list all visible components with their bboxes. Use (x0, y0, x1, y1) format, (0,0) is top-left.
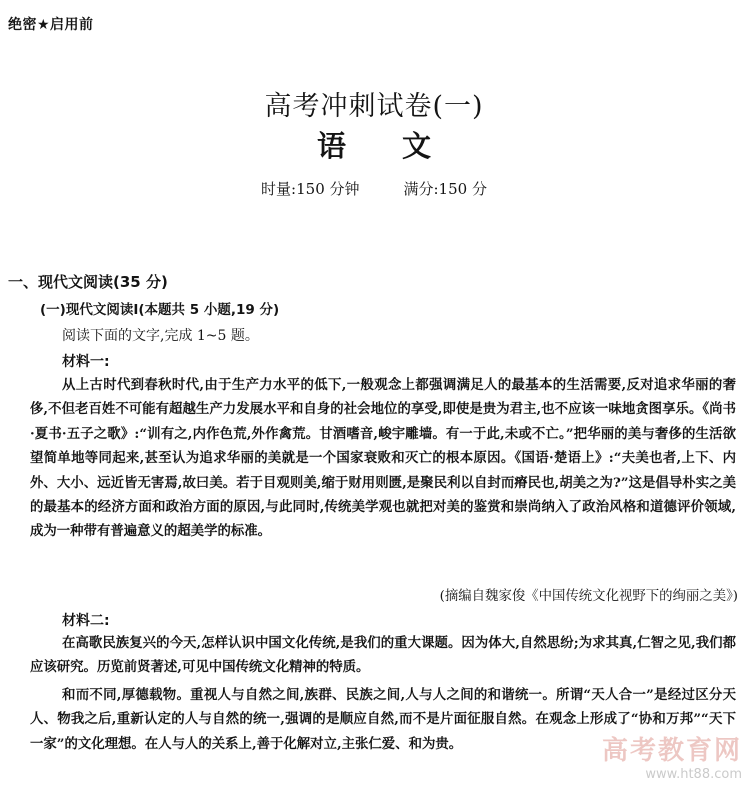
subject-title: 语文 (316, 129, 487, 163)
exam-title: 高考冲刺试卷(一) (264, 91, 484, 122)
section-heading: 一、现代文阅读(35 分) (8, 273, 168, 291)
watermark-title: 高考教育网 (601, 736, 742, 766)
site-watermark (602, 730, 742, 782)
material-2-label: 材料二: (62, 613, 110, 629)
reading-instruction: 阅读下面的文字,完成 1~5 题。 (62, 328, 259, 344)
material-2-paragraph-1: 在高歌民族复兴的今天,怎样认识中国文化传统,是我们的重大课题。因为体大,自然思纷;为求其真,仁智之见,我们都应该研究。历览前贤著述,可见中国传统文化精神的特质。 (30, 635, 736, 676)
material-2-paragraph-2: 和而不同,厚德载物。重视人与自然之间,族群、民族之间,人与人之间的和谐统一。所谓“天人合一”是经过区分天人、物我之后,重新认定的人与自然的统一,强调的是顺应自然,而不是片面征服自然。在观念上形成了“协和万邦”“天下一家”的文化理想。在人与人的关系上,善于化解对立,主张仁爱、和为贵。 (30, 687, 736, 752)
confidential-label: 绝密★启用前 (8, 17, 94, 33)
material-1-source: (摘编自魏家俊《中国传统文化视野下的绚丽之美》) (439, 589, 738, 604)
watermark-url: www.ht88.com (645, 767, 742, 782)
time-limit: 时量:150 分钟 (261, 180, 360, 198)
subsection-heading: (一)现代文阅读Ⅰ(本题共 5 小题,19 分) (40, 302, 280, 318)
full-score: 满分:150 分 (403, 180, 487, 198)
material-1-text: 从上古时代到春秋时代,由于生产力水平的低下,一般观念上都强调满足人的最基本的生活需要,反对追求华丽的奢侈,不但老百姓不可能有超越生产力发展水平和自身的社会地位的享受,即使是贵为君主,也不应该一味地贪图享乐。《尚书·夏书·五子之歌》:“训有之,内作色荒,外作禽荒。甘酒嗜音,峻宇雕墙。有一于此,未或不亡。”把华丽的美与奢侈的生活欲望简单地等同起来,甚至认为追求华丽的美就是一个国家衰败和灭亡的根本原因。《国语·楚语上》:“夫美也者,上下、内外、大小、远近皆无害焉,故曰美。若于目观则美,缩于财用则匮,是聚民利以自封而瘠民也,胡美之为?”这是倡导朴实之美的最基本的经济方面和政治方面的原因,与此同时,传统美学观也就把对美的鉴赏和崇尚纳入了政治风格和道德评价领域,成为一种带有普遍意义的超美学的标准。 (30, 377, 736, 540)
exam-meta (0, 178, 748, 199)
material-1-label: 材料一: (62, 354, 110, 370)
